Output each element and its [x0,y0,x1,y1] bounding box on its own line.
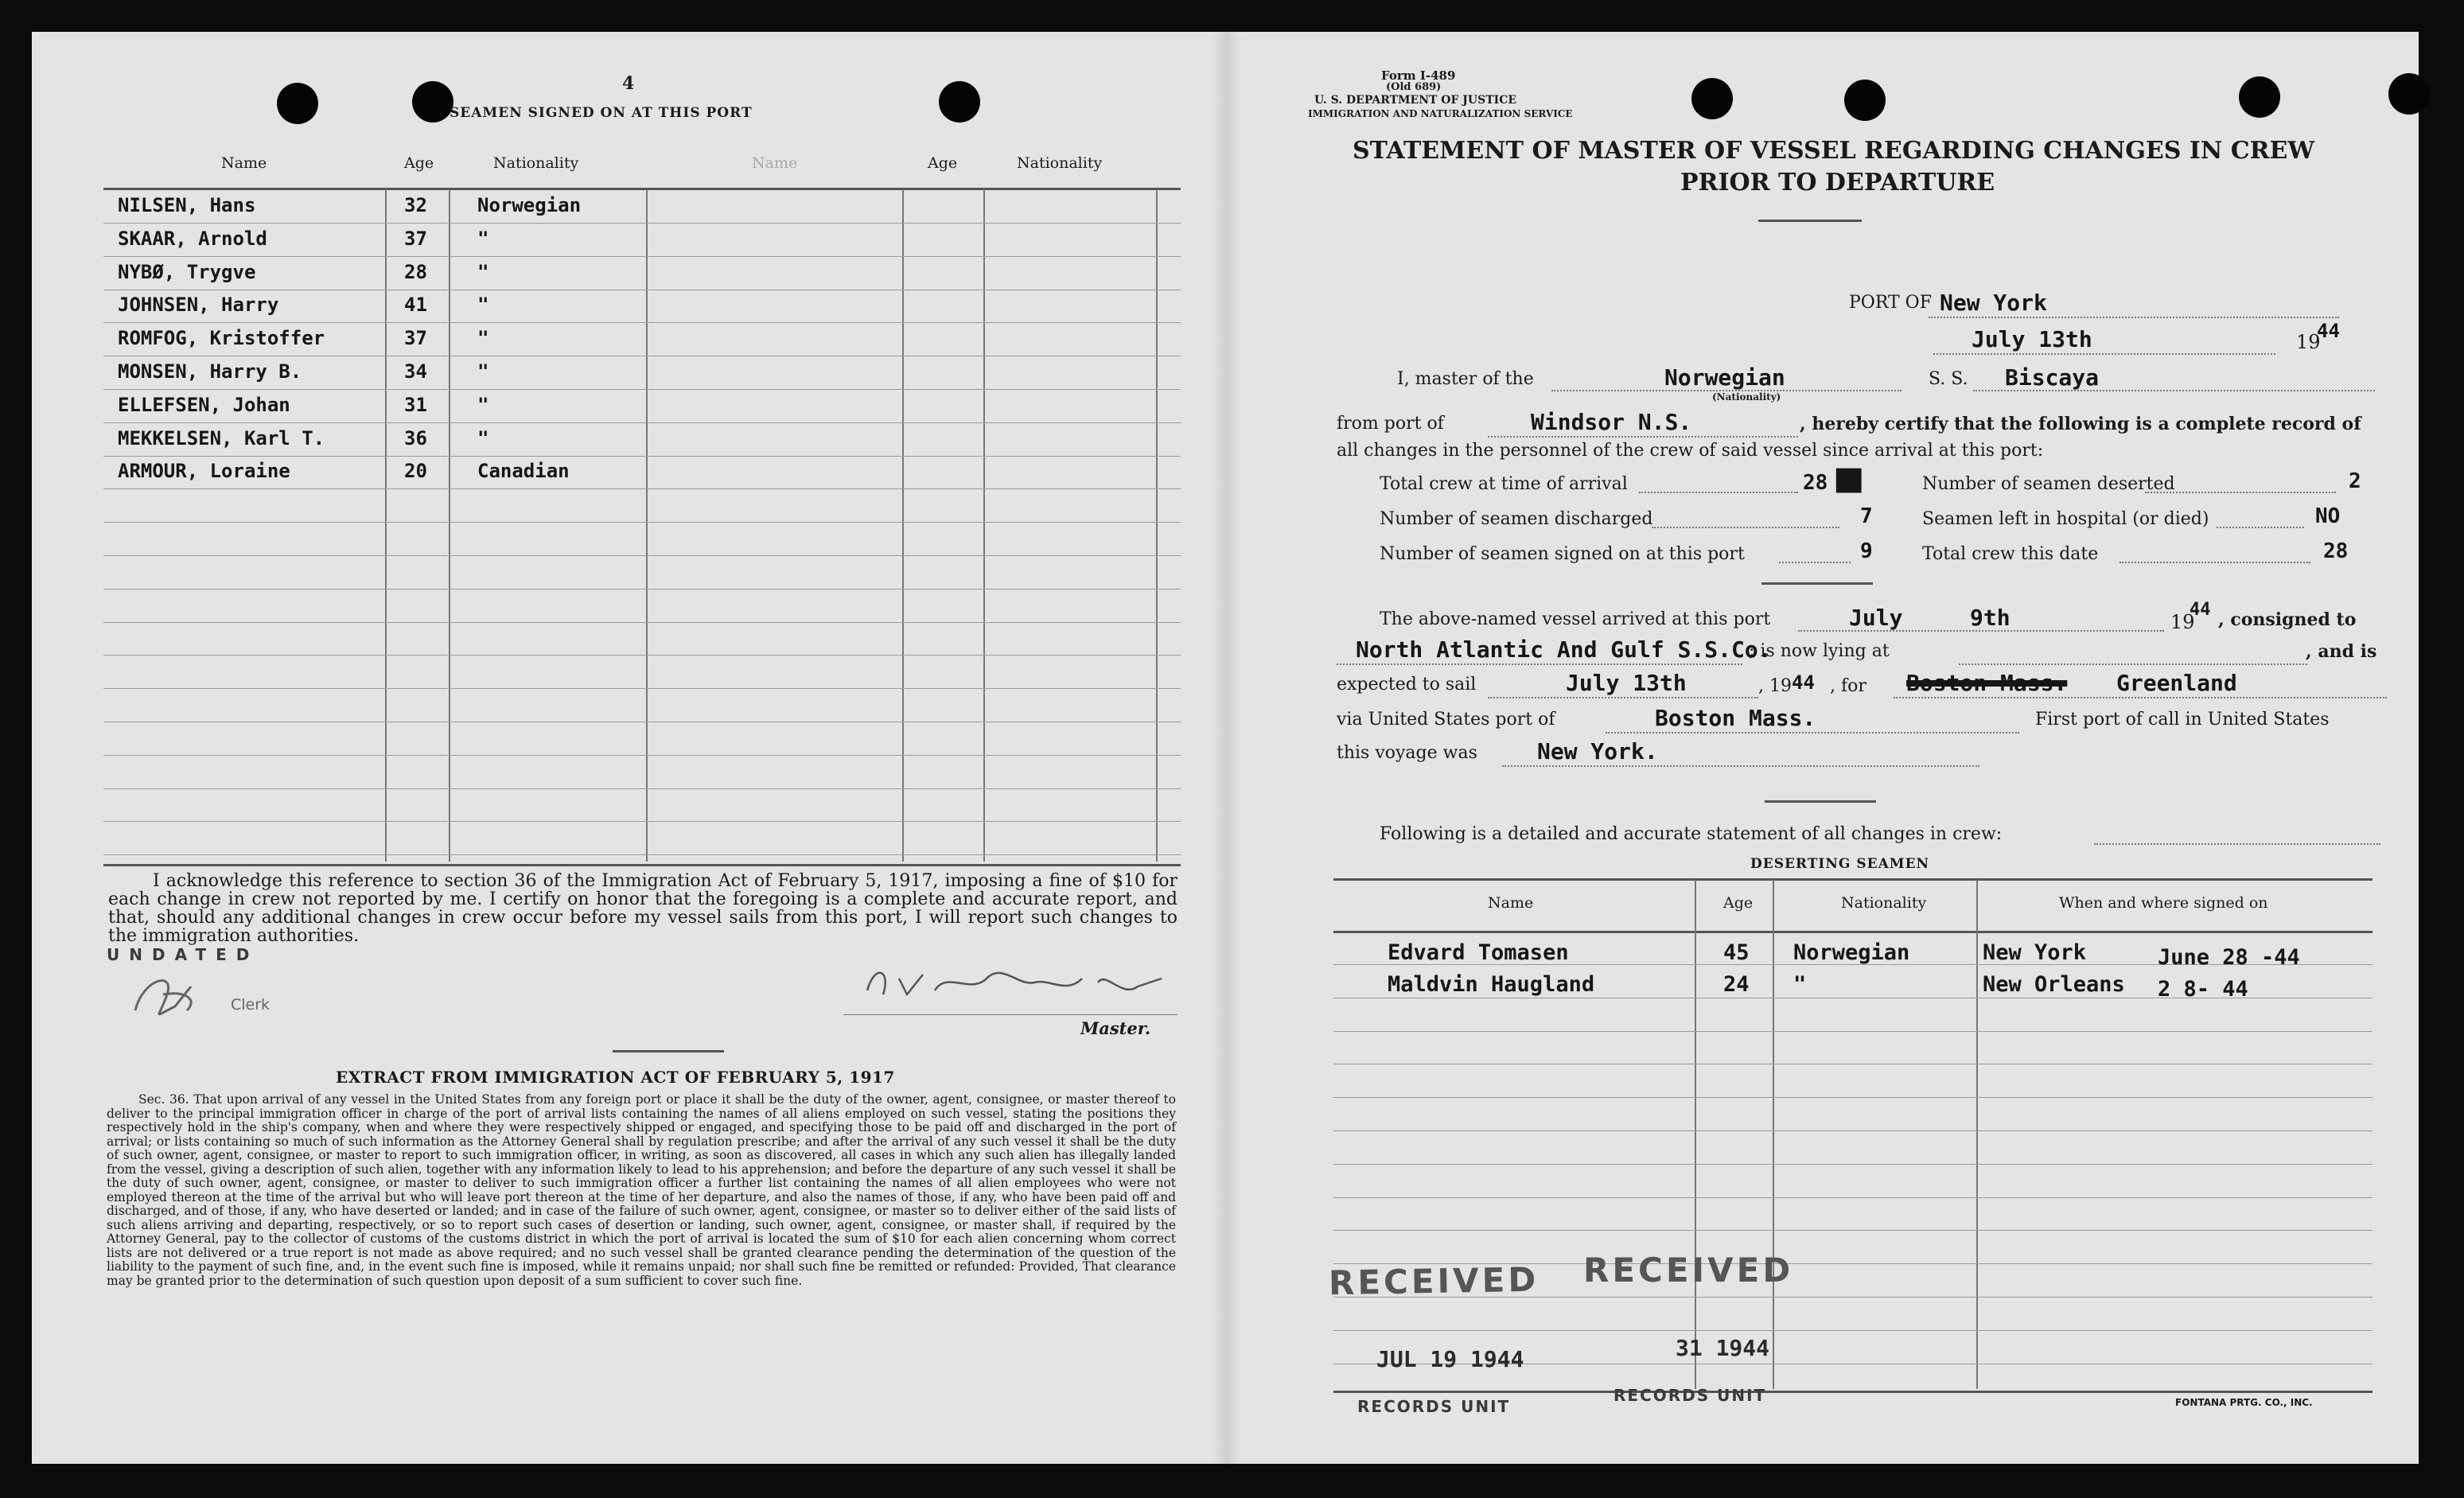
seaman-nationality: " [477,294,489,317]
department-name: U. S. DEPARTMENT OF JUSTICE [1314,94,1517,107]
seaman-name: SKAAR, Arnold [118,227,267,250]
deserting-bottom-rule [1333,1391,2373,1393]
seaman-age: 20 [404,460,427,483]
master-signature [859,955,1185,1010]
hospital-value: NO [2315,504,2341,528]
records-unit-2: RECORDS UNIT [1613,1386,1767,1405]
col-header-nationality-2: Nationality [1017,154,1103,172]
col-header-age-2: Age [928,154,958,172]
seaman-name: MONSEN, Harry B. [118,360,302,383]
acknowledgement-text: I acknowledge this reference to section 36 of the Immigration Act of February 5, 1917, imposing a fine of $10 for each change in crew not reported by me. I certify on honor that the foregoing is a complete and accurate report, and that, should any additional changes in crew occur before my vessel sails from this port, I will report such changes to the immigration authorities. [108,871,1178,946]
first-port-label: First port of call in United States [2035,710,2330,730]
row-rule [103,622,1181,623]
total-date-label: Total crew this date [1922,544,2099,564]
row-rule [103,488,1181,489]
seaman-age: 31 [404,393,427,416]
ss-label: S. S. [1929,369,1968,389]
row-rule [103,755,1181,756]
deserter-signed-date: 2 8- 44 [2158,977,2248,1002]
seaman-age: 36 [404,426,427,449]
extract-title: EXTRACT FROM IMMIGRATION ACT OF FEBRUARY 5, 1917 [336,1068,895,1087]
stats-rule [1761,582,1873,585]
seaman-age: 32 [404,194,427,216]
nationality-value: Norwegian [1664,364,1785,391]
following-label: Following is a detailed and accurate statement of all changes in crew: [1380,824,2003,844]
leader-dots [2145,492,2336,493]
punch-hole [277,83,318,124]
via-value: Boston Mass. [1655,705,1816,731]
row-rule [1333,1097,2373,1098]
total-date-value: 28 [2323,539,2349,563]
seaman-name: NILSEN, Hans [118,194,256,216]
leader-dots [1639,492,1798,493]
row-rule [103,456,1181,457]
desert-header-age: Age [1723,894,1754,912]
punch-hole [1691,78,1733,119]
seaman-name: ROMFOG, Kristoffer [118,327,325,350]
for-label: , for [1830,676,1866,696]
punch-hole [2388,73,2430,115]
port-value: New York [1940,290,2047,316]
port-label: PORT OF [1849,293,1932,313]
deserter-signed-place: New York [1983,940,2087,965]
discharged-label: Number of seamen discharged [1380,509,1653,529]
deserter-signed-place: New Orleans [1983,972,2125,997]
vessel-name: Biscaya [2005,364,2100,391]
port-line [1929,317,2339,318]
seaman-nationality: Norwegian [477,194,582,216]
consigned-label: , consigned to [2218,609,2357,630]
seaman-nationality: " [477,360,489,383]
stamp-date-1: JUL 19 1944 [1376,1346,1524,1372]
signed-label: Number of seamen signed on at this port [1380,544,1745,564]
undated-stamp: UNDATED [107,945,259,964]
certify-text: , hereby certify that the following is a complete record of [1800,414,2361,434]
seaman-nationality: " [477,426,489,449]
deserter-age: 45 [1723,940,1750,965]
deserted-value: 2 [2349,469,2361,493]
row-rule [1333,1330,2373,1331]
received-stamp-2: RECEIVED [1583,1251,1794,1290]
table-bottom-rule [103,864,1181,866]
page-number: 4 [622,73,635,94]
arrived-day: 9th [1970,605,2011,631]
seaman-nationality: " [477,260,489,283]
row-rule [103,655,1181,656]
voyage-rule [1765,800,1876,803]
lying-label: ; is now lying at [1749,641,1890,661]
seaman-nationality: Canadian [477,460,570,483]
via-label: via United States port of [1337,710,1555,730]
table-header-rule [103,188,1181,190]
desert-header-name: Name [1488,894,1534,912]
leader-dots [1652,527,1839,528]
row-rule [103,788,1181,789]
from-port-label: from port of [1337,414,1444,434]
row-rule [103,389,1181,390]
row-rule [1333,1031,2373,1032]
row-rule [103,322,1181,323]
date-value: July 13th [1972,326,2092,352]
voyage-value: New York. [1537,738,1658,765]
deserting-heading: DESERTING SEAMEN [1750,856,1930,872]
destination-value: Greenland [2116,670,2237,696]
column-rule [902,189,904,862]
row-rule [1333,1230,2373,1231]
seaman-nationality: " [477,227,489,250]
leader-dots [2120,562,2310,563]
deserter-signed-date: June 28 -44 [2158,945,2300,970]
desert-header-when: When and where signed on [2059,894,2268,912]
seaman-name: MEKKELSEN, Karl T. [118,426,325,449]
row-rule [103,522,1181,523]
year-value: 44 [2317,320,2340,342]
form-title-1: STATEMENT OF MASTER OF VESSEL REGARDING CHANGES IN CREW [1353,137,2315,165]
following-line [2094,843,2380,845]
row-rule [103,223,1181,224]
seaman-age: 37 [404,327,427,350]
seaman-nationality: " [477,327,489,350]
consignee-value: North Atlantic And Gulf S.S.Co. [1356,636,1772,663]
seaman-age: 37 [404,227,427,250]
deserting-header-rule [1333,931,2373,933]
consignee-line [1337,663,1742,665]
row-rule [103,854,1181,855]
sail-year-prefix: , 19 [1758,676,1792,696]
left-heading: SEAMEN SIGNED ON AT THIS PORT [450,105,753,121]
struck-mark: ██ [1836,469,1862,493]
date-line [1933,353,2275,355]
leader-dots [2217,527,2304,528]
total-arrival-value: 28 [1803,471,1828,495]
page-fold [1213,32,1241,1464]
document-page [32,32,2419,1464]
service-name: IMMIGRATION AND NATURALIZATION SERVICE [1308,108,1573,119]
row-rule [103,256,1181,257]
extract-text: Sec. 36. That upon arrival of any vessel in the United States from any foreign port or place it shall be the duty of the owner, agent, consignee, or master thereof to deliver to the principal immigration officer in charge of the port of arrival lists containing the names of all aliens employed on such vessel, stating the positions they respectively hold in the ship's company, when and where they were respectively shipped or engaged, and specifying those to be paid off and discharged in the port of arrival; or lists containing so much of such information as the Attorney General shall by regulation prescribe; and after the arrival of any such vessel it shall be the duty of such owner, agent, consignee, or master to report to such immigration officer, in writing, as soon as discovered, all cases in which any such alien has illegally landed from the vessel, giving a description of such alien, together with any information likely to lead to his apprehension; and before the departure of any such vessel it shall be the duty of such owner, agent, consignee, or master to deliver to such immigration officer a further list containing the names of all alien employees who were not employed thereon at the time of the arrival but who will leave port thereon at the time of her departure, and also the names of those, if any, who have been paid off and discharged, and of those, if any, who have deserted or landed; and in case of the failure of such owner, agent, consignee, or master so to deliver either of the said lists of such aliens arriving and departing, respectively, or so to report such cases of desertion or landing, such owner, agent, consignee, or master shall, if required by the Attorney General, pay to the collector of customs of the customs district in which the port of arrival is located the sum of $10 for each alien concerning whom correct lists are not delivered or a true report is not made as above required; and no such vessel shall be granted clearance pending the determination of the question of the liability to the payment of such fine, and, in the event such fine is imposed, while it remains unpaid; nor shall such fine be remitted or refunded: Provided, That clearance may be granted prior to the determination of such question upon deposit of a sum sufficient to cover such fine. [107,1092,1176,1288]
signed-value: 9 [1860,539,1873,563]
deserter-name: Maldvin Haugland [1388,972,1595,997]
punch-hole [2239,76,2280,118]
row-rule [103,422,1181,423]
column-rule [646,189,648,862]
punch-hole [412,81,453,123]
sail-date: July 13th [1566,670,1687,696]
punch-hole [1844,80,1886,121]
master-label: Master. [1080,1018,1151,1038]
col-header-name-2: Name [752,154,798,172]
seaman-name: JOHNSEN, Harry [118,294,279,317]
separator-rule [613,1050,724,1052]
desert-column-rule [1695,880,1696,1389]
title-rule [1758,220,1862,222]
year-prefix: 19 [2296,331,2321,353]
desert-header-nationality: Nationality [1841,894,1927,912]
vessel-line [1973,390,2375,391]
from-port-line [1488,436,1798,438]
seaman-name: NYBØ, Trygve [118,260,256,283]
deserter-age: 24 [1723,972,1750,997]
col-header-age: Age [404,154,434,172]
form-title-2: PRIOR TO DEPARTURE [1680,169,1995,196]
form-old-number: (Old 689) [1386,81,1442,93]
seaman-name: ARMOUR, Loraine [118,460,290,483]
printer-name: FONTANA PRTG. CO., INC. [2175,1397,2313,1408]
arrived-label: The above-named vessel arrived at this port [1380,609,1771,629]
from-port-value: Windsor N.S. [1531,409,1692,435]
lying-line [1959,663,2307,665]
sail-label: expected to sail [1337,675,1477,695]
column-rule [1156,189,1158,862]
arrived-year-prefix: 19 [2170,611,2195,633]
master-of-label: I, master of the [1397,369,1534,389]
seaman-age: 28 [404,260,427,283]
sail-line [1488,697,1758,698]
col-header-nationality: Nationality [493,154,579,172]
seaman-name: ELLEFSEN, Johan [118,393,290,416]
hospital-label: Seamen left in hospital (or died) [1922,509,2209,529]
and-is-label: , and is [2306,641,2377,662]
leader-dots [1779,562,1851,563]
deserted-label: Number of seamen deserted [1922,474,2175,494]
arrived-year: 44 [2190,600,2211,620]
row-rule [103,688,1181,689]
column-rule [449,189,450,862]
column-rule [983,189,985,862]
deserter-name: Edvard Tomasen [1388,940,1569,965]
row-rule [1333,1164,2373,1165]
voyage-label: this voyage was [1337,743,1477,763]
records-unit-1: RECORDS UNIT [1357,1397,1511,1416]
seaman-age: 34 [404,360,427,383]
nationality-caption: (Nationality) [1712,391,1781,403]
deserting-top-rule [1333,878,2373,881]
certify-text-2: all changes in the personnel of the crew of said vessel since arrival at this port: [1337,441,2044,461]
stamp-date-2: 31 1944 [1676,1335,1770,1361]
deserter-nationality: Norwegian [1793,940,1910,965]
seaman-age: 41 [404,294,427,317]
clerk-signature [119,963,278,1026]
arrived-month: July [1849,605,1903,631]
destination-struck: Boston Mass. [1906,670,2068,696]
col-header-name: Name [221,154,267,172]
form-number: Form I-489 [1381,68,1456,83]
via-line [1606,732,2019,733]
destination-line [1894,697,2387,698]
row-rule [1333,1197,2373,1198]
total-arrival-label: Total crew at time of arrival [1380,474,1628,494]
desert-column-rule [1773,880,1774,1389]
arrived-line [1798,630,2164,632]
row-rule [103,821,1181,822]
desert-column-rule [1976,880,1978,1389]
punch-hole [939,81,980,123]
row-rule [1333,1130,2373,1131]
master-signature-line [843,1014,1178,1015]
received-stamp-1: RECEIVED [1328,1259,1540,1303]
column-rule [385,189,387,862]
clerk-label: Clerk [231,996,271,1014]
discharged-value: 7 [1860,504,1873,528]
sail-year: 44 [1792,671,1815,694]
seaman-nationality: " [477,393,489,416]
voyage-line [1502,765,1979,767]
deserter-nationality: " [1793,972,1807,997]
row-rule [103,555,1181,556]
